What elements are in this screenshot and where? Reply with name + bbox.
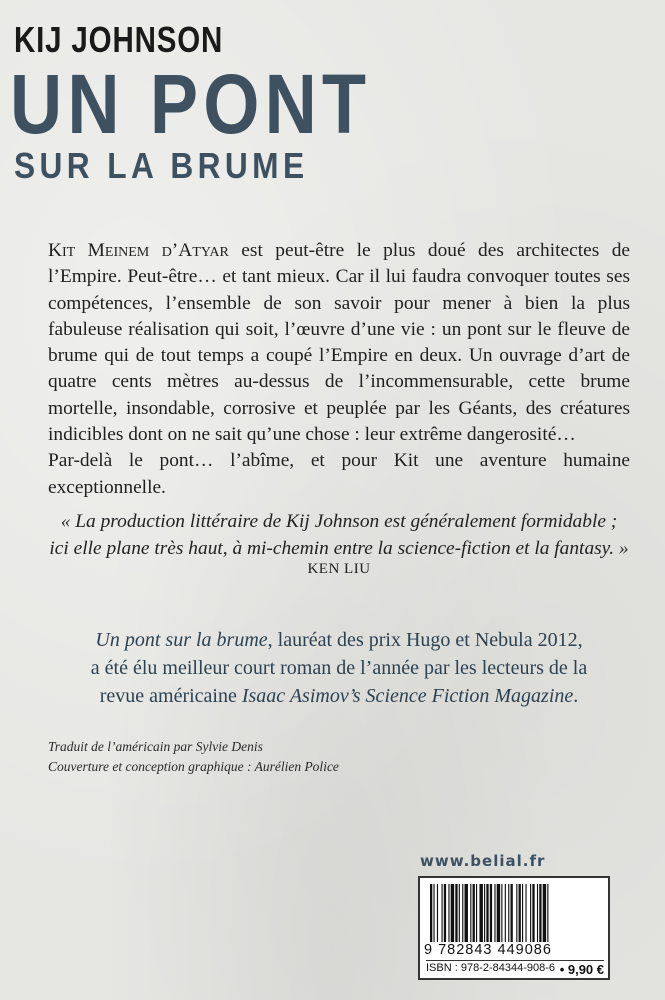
isbn-price-row [426, 960, 604, 977]
award-info [48, 626, 630, 710]
credits [48, 737, 339, 777]
quote-line-2: ici elle plane très haut, à mi-chemin entre la science-fiction et la fantasy. » [49, 538, 629, 559]
barcode-icon [430, 884, 598, 942]
quote-line-1: « La production littéraire de Kij Johnson est généralement formidable ; [60, 511, 618, 532]
translator-credit: Traduit de l’américain par Sylvie Denis [48, 739, 263, 754]
award-book-title: Un pont sur la brume [95, 629, 268, 651]
magazine-name: Isaac Asimov’s Science Fiction Magazine [241, 685, 574, 707]
cover-design-credit: Couverture et conception graphique : Aurélien Police [48, 759, 339, 774]
barcode-digits: 9 782843 449086 [424, 942, 552, 958]
quote-author: KEN LIU [307, 561, 371, 577]
review-quote [48, 508, 630, 562]
award-line-2: a été élu meilleur court roman de l’année par les lecteurs de la [90, 657, 588, 679]
publisher-website: www.belial.fr [420, 852, 546, 870]
award-line-1: Un pont sur la brume, lauréat des prix Hugo et Nebula 2012, [95, 629, 583, 651]
protagonist-name: Kit Meinem d’Atyar [48, 240, 229, 261]
synopsis-paragraph-2: Par-delà le pont… l’abîme, et pour Kit une aventure humaine exceptionnelle. [48, 450, 630, 498]
book-title-line2: SUR LA BRUME [14, 145, 309, 186]
isbn-number: ISBN : 978-2-84344-908-6 [426, 962, 556, 974]
author-name: KIJ JOHNSON [14, 19, 224, 60]
synopsis-paragraph-1 [48, 238, 630, 448]
book-title-line1: UN PONT [10, 57, 372, 151]
barcode-label [418, 876, 610, 980]
synopsis [48, 238, 630, 501]
synopsis-text: est peut-être le plus doué des architectes de l’Empire. Peut-être… et tant mieux. Car il lui faudra convoquer toutes ses compétences, l’ensemble de son savoir pour mener à bien la plus fabuleuse réalisation qui soit, l’œuvre d’une vie : un pont sur le fleuve de brume qui de tout temps a coupé l’Empire en deux. Un ouvrage d’art de quatre cents mètres au-dessus de l’incommensurable, cette brume mortelle, insondable, corrosive et peuplée par les Géants, des créatures indicibles dont on ne sait qu’une chose : leur extrême dangerosité… [48, 240, 631, 446]
award-line-3: revue américaine Isaac Asimov’s Science Fiction Magazine. [99, 685, 579, 707]
price: • 9,90 € [559, 962, 604, 977]
